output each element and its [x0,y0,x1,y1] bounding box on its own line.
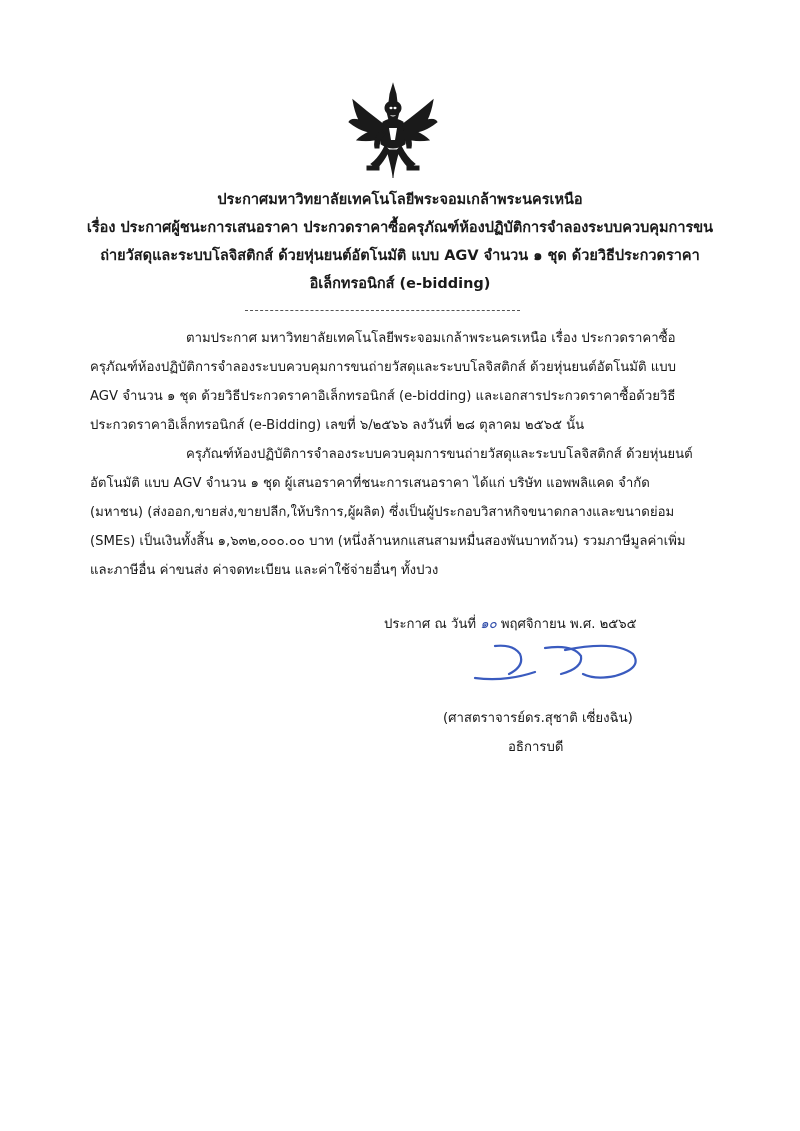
subject-line-1: เรื่อง ประกาศผู้ชนะการเสนอราคา ประกวดราคาซื้อครุภัณฑ์ห้องปฏิบัติการจำลองระบบควบคุมการขน [86,220,714,236]
announcement-title: ประกาศมหาวิทยาลัยเทคโนโลยีพระจอมเกล้าพระนครเหนือ [217,192,583,208]
subject-line-3: อิเล็กทรอนิกส์ (e-bidding) [309,276,491,292]
header-divider [245,310,520,311]
paragraph-1-line-1: ตามประกาศ มหาวิทยาลัยเทคโนโลยีพระจอมเกล้าพระนครเหนือ เรื่อง ประกวดราคาซื้อ [186,331,676,346]
date-day: ๑๐ [480,617,497,632]
paragraph-1-line-3: AGV จำนวน ๑ ชุด ด้วยวิธีประกวดราคาอิเล็กทรอนิกส์ (e-bidding) และเอกสารประกวดราคาซื้อด้วยวิธี [90,389,676,404]
paragraph-1-line-2: ครุภัณฑ์ห้องปฏิบัติการจำลองระบบควบคุมการขนถ่ายวัสดุและระบบโลจิสติกส์ ด้วยหุ่นยนต์อัตโนมัติ แบบ [90,360,676,375]
garuda-emblem-icon [345,82,441,180]
paragraph-2-line-3: (มหาชน) (ส่งออก,ขายส่ง,ขายปลีก,ให้บริการ,ผู้ผลิต) ซึ่งเป็นผู้ประกอบวิสาหกิจขนาดกลางและขนาดย่อม [90,505,675,520]
paragraph-2-line-5: และภาษีอื่น ค่าขนส่ง ค่าจดทะเบียน และค่าใช้จ่ายอื่นๆ ทั้งปวง [90,563,439,578]
paragraph-2-line-2: อัตโนมัติ แบบ AGV จำนวน ๑ ชุด ผู้เสนอราคาที่ชนะการเสนอราคา ได้แก่ บริษัท แอพพลิแคด จำกัด [90,476,650,491]
paragraph-2-line-1: ครุภัณฑ์ห้องปฏิบัติการจำลองระบบควบคุมการขนถ่ายวัสดุและระบบโลจิสติกส์ ด้วยหุ่นยนต์ [186,447,693,462]
signer-title: อธิการบดี [508,740,564,755]
signer-name: (ศาสตราจารย์ดร.สุชาติ เซี่ยงฉิน) [443,711,633,726]
paragraph-2-line-4: (SMEs) เป็นเงินทั้งสิ้น ๑,๖๓๒,๐๐๐.๐๐ บาท (หนึ่งล้านหกแสนสามหมื่นสองพันบาทถ้วน) รวมภาษีมูลค่าเพิ่ม [90,534,686,549]
paragraph-1-line-4: ประกวดราคาอิเล็กทรอนิกส์ (e-Bidding) เลขที่ ๖/๒๕๖๖ ลงวันที่ ๒๘ ตุลาคม ๒๕๖๕ นั้น [90,418,585,433]
subject-line-2: ถ่ายวัสดุและระบบโลจิสติกส์ ด้วยหุ่นยนต์อัตโนมัติ แบบ AGV จำนวน ๑ ชุด ด้วยวิธีประกวดราคา [100,248,700,264]
signature-icon [465,640,645,685]
announcement-date [384,615,637,635]
date-suffix: พฤศจิกายน พ.ศ. ๒๕๖๕ [500,617,637,632]
date-prefix: ประกาศ ณ วันที่ [384,617,477,632]
